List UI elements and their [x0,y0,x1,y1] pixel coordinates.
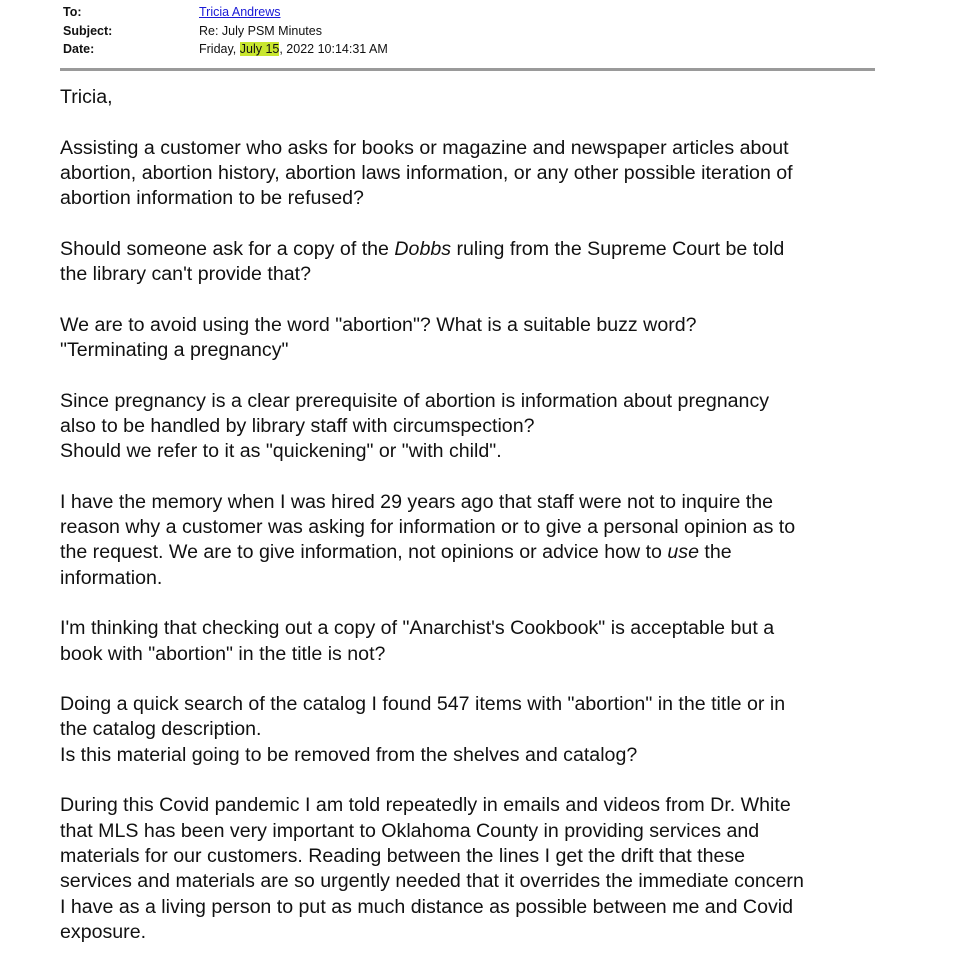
paragraph-5 [60,490,940,591]
body-line: also to be handled by library staff with circumspection? [60,414,535,437]
subject-row [63,22,875,41]
greeting-line: Tricia, [60,86,113,108]
body-line: reason why a customer was asking for information or to give a personal opinion as to [60,516,796,539]
body-line: the catalog description. [60,718,262,741]
body-line [60,237,940,262]
header-divider [60,68,875,71]
date-prefix: Friday, [199,42,240,56]
body-line: that MLS has been very important to Oklahoma County in providing services and [60,819,760,842]
date-highlight: July 15 [239,42,280,56]
body-line: Doing a quick search of the catalog I found 547 items with "abortion" in the title or in [60,693,786,716]
text-segment: the request. We are to give information, not opinions or advice how to [60,541,668,564]
paragraph-8 [60,793,940,945]
paragraph-7 [60,692,940,768]
body-line: I'm thinking that checking out a copy of "Anarchist's Cookbook" is acceptable but a [60,617,775,640]
italic-word: use [667,541,699,564]
subject-value: Re: July PSM Minutes [199,23,322,38]
body-line: services and materials are so urgently needed that it overrides the immediate concern [60,870,804,893]
greeting [60,85,940,110]
paragraph-2 [60,237,940,288]
recipient-link[interactable]: Tricia Andrews [199,5,281,19]
body-line: materials for our customers. Reading between the lines I get the drift that these [60,844,746,867]
body-line: information. [60,566,163,589]
text-segment: Should someone ask for a copy of the [60,237,395,260]
subject-label: Subject: [63,23,113,38]
body-line: "Terminating a pregnancy" [60,338,289,361]
text-segment: ruling from the Supreme Court be told [451,237,785,260]
body-line: I have as a living person to put as much distance as possible between me and Covid [60,895,794,918]
body-line: abortion information to be refused? [60,187,364,210]
paragraph-4 [60,389,940,465]
date-value [199,40,388,59]
email-body [60,85,940,945]
body-line: book with "abortion" in the title is not? [60,642,386,665]
body-line: Since pregnancy is a clear prerequisite of abortion is information about pregnancy [60,389,770,412]
body-line: Should we refer to it as "quickening" or "with child". [60,440,502,463]
paragraph-3 [60,313,940,364]
text-segment: the [698,541,732,564]
to-value [199,3,281,22]
email-header [63,3,875,59]
body-line: exposure. [60,920,147,943]
body-line: During this Covid pandemic I am told repeatedly in emails and videos from Dr. White [60,794,791,817]
body-line: the library can't provide that? [60,263,311,286]
body-line [60,540,940,565]
body-line: Is this material going to be removed from the shelves and catalog? [60,743,638,766]
paragraph-1 [60,136,940,212]
to-label: To: [63,5,82,19]
body-line: abortion, abortion history, abortion laws information, or any other possible iteration of [60,161,793,184]
to-row [63,3,875,22]
body-line: I have the memory when I was hired 29 years ago that staff were not to inquire the [60,490,774,513]
date-suffix: , 2022 10:14:31 AM [279,42,388,56]
italic-case-name: Dobbs [394,237,452,260]
body-line: We are to avoid using the word "abortion"? What is a suitable buzz word? [60,313,697,336]
paragraph-6 [60,616,940,667]
date-label: Date: [63,42,95,56]
body-line: Assisting a customer who asks for books or magazine and newspaper articles about [60,136,789,159]
date-row [63,40,875,59]
